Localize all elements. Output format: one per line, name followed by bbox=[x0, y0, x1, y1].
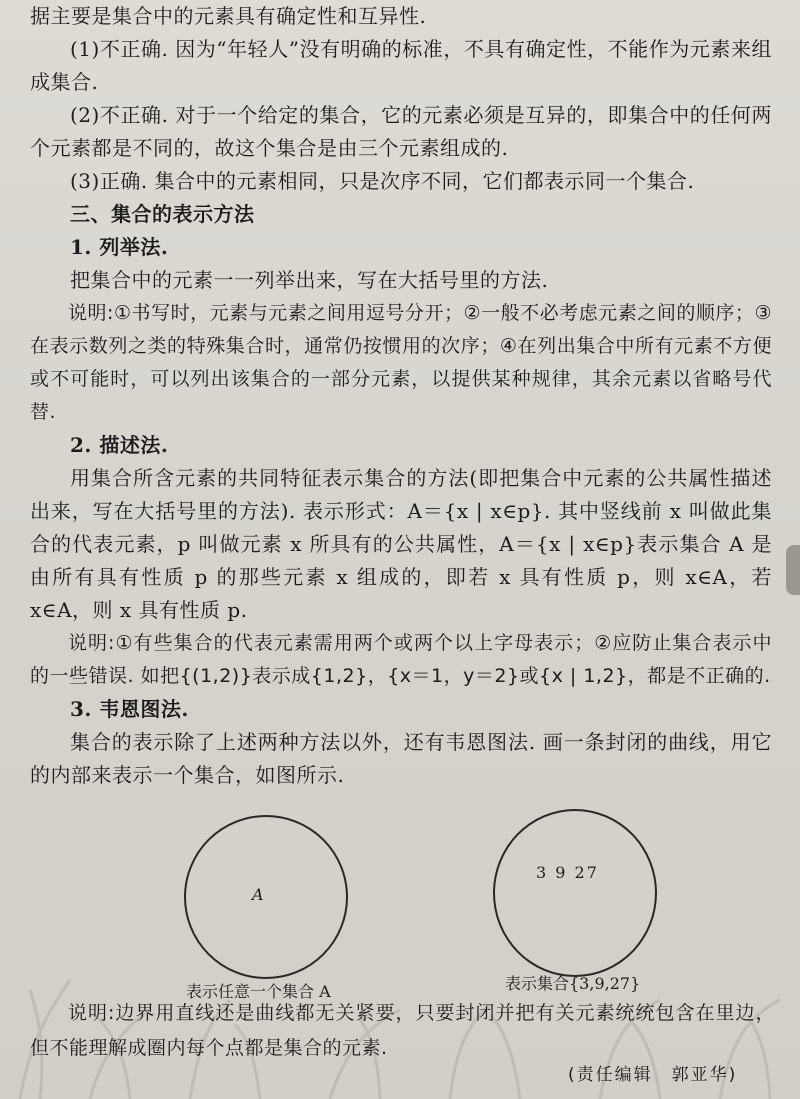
method3-title: 3. 韦恩图法. bbox=[70, 697, 189, 721]
venn-caption-a: 表示任意一个集合 A bbox=[186, 982, 331, 1001]
section-title: 三、集合的表示方法 bbox=[70, 202, 255, 226]
method1-desc: 把集合中的元素一一列举出来，写在大括号里的方法. bbox=[70, 268, 549, 292]
editor-credit: (责任编辑 郭亚华) bbox=[568, 1065, 738, 1085]
page-tab-marker bbox=[786, 545, 800, 595]
venn-figure bbox=[0, 805, 800, 1005]
paragraph-3: (3)正确. 集合中的元素相同，只是次序不同，它们都表示同一个集合. bbox=[70, 169, 695, 193]
method2-desc: 用集合所含元素的共同特征表示集合的方法(即把集合中元素的公共属性描述出来，写在大括号里的方法). 表示形式：A＝{x | x∈p}. 其中竖线前 x 叫做此集合的代表元素，p 叫做元素 x 所具有的公共属性，A＝{x | x∈p}表示集合 A 是由所有具有性质 p 的那些元素 x 组成的，即若 x 具有性质 p，则 x∈A，若 x∈A，则 x 具有性质 p. bbox=[30, 466, 772, 622]
main-text bbox=[30, 0, 772, 792]
venn-label-b: 3 9 27 bbox=[536, 863, 599, 882]
method2-title: 2. 描述法. bbox=[70, 433, 169, 457]
method1-note: 说明:①书写时，元素与元素之间用逗号分开；②一般不必考虑元素之间的顺序；③在表示数列之类的特殊集合时，通常仍按惯用的次序；④在列出集合中所有元素不方便或不可能时，可以列出该集合的一部分元素，以提供某种规律，其余元素以省略号代替. bbox=[30, 302, 772, 423]
venn-circle-b bbox=[493, 809, 657, 977]
venn-label-a: A bbox=[252, 885, 264, 904]
method3-desc: 集合的表示除了上述两种方法以外，还有韦恩图法. 画一条封闭的曲线，用它的内部来表示一个集合，如图所示. bbox=[30, 730, 772, 787]
venn-circle-a bbox=[184, 815, 348, 979]
paragraph-intro: 据主要是集合中的元素具有确定性和互异性. bbox=[30, 4, 427, 28]
method1-title: 1. 列举法. bbox=[70, 235, 169, 259]
footer-note: 说明:边界用直线还是曲线都无关紧要，只要封闭并把有关元素统统包含在里边，但不能理解成圈内每个点都是集合的元素. bbox=[30, 1002, 775, 1059]
venn-caption-b: 表示集合{3,9,27} bbox=[505, 974, 641, 993]
paragraph-1: (1)不正确. 因为“年轻人”没有明确的标准，不具有确定性，不能作为元素来组成集合. bbox=[30, 37, 772, 94]
method2-note: 说明:①有些集合的代表元素需用两个或两个以上字母表示；②应防止集合表示中的一些错误. 如把{(1,2)}表示成{1,2}，{x＝1，y＝2}或{x | 1,2}，都是不正确的. bbox=[30, 632, 772, 687]
paragraph-2: (2)不正确. 对于一个给定的集合，它的元素必须是互异的，即集合中的任何两个元素都是不同的，故这个集合是由三个元素组成的. bbox=[30, 103, 772, 160]
